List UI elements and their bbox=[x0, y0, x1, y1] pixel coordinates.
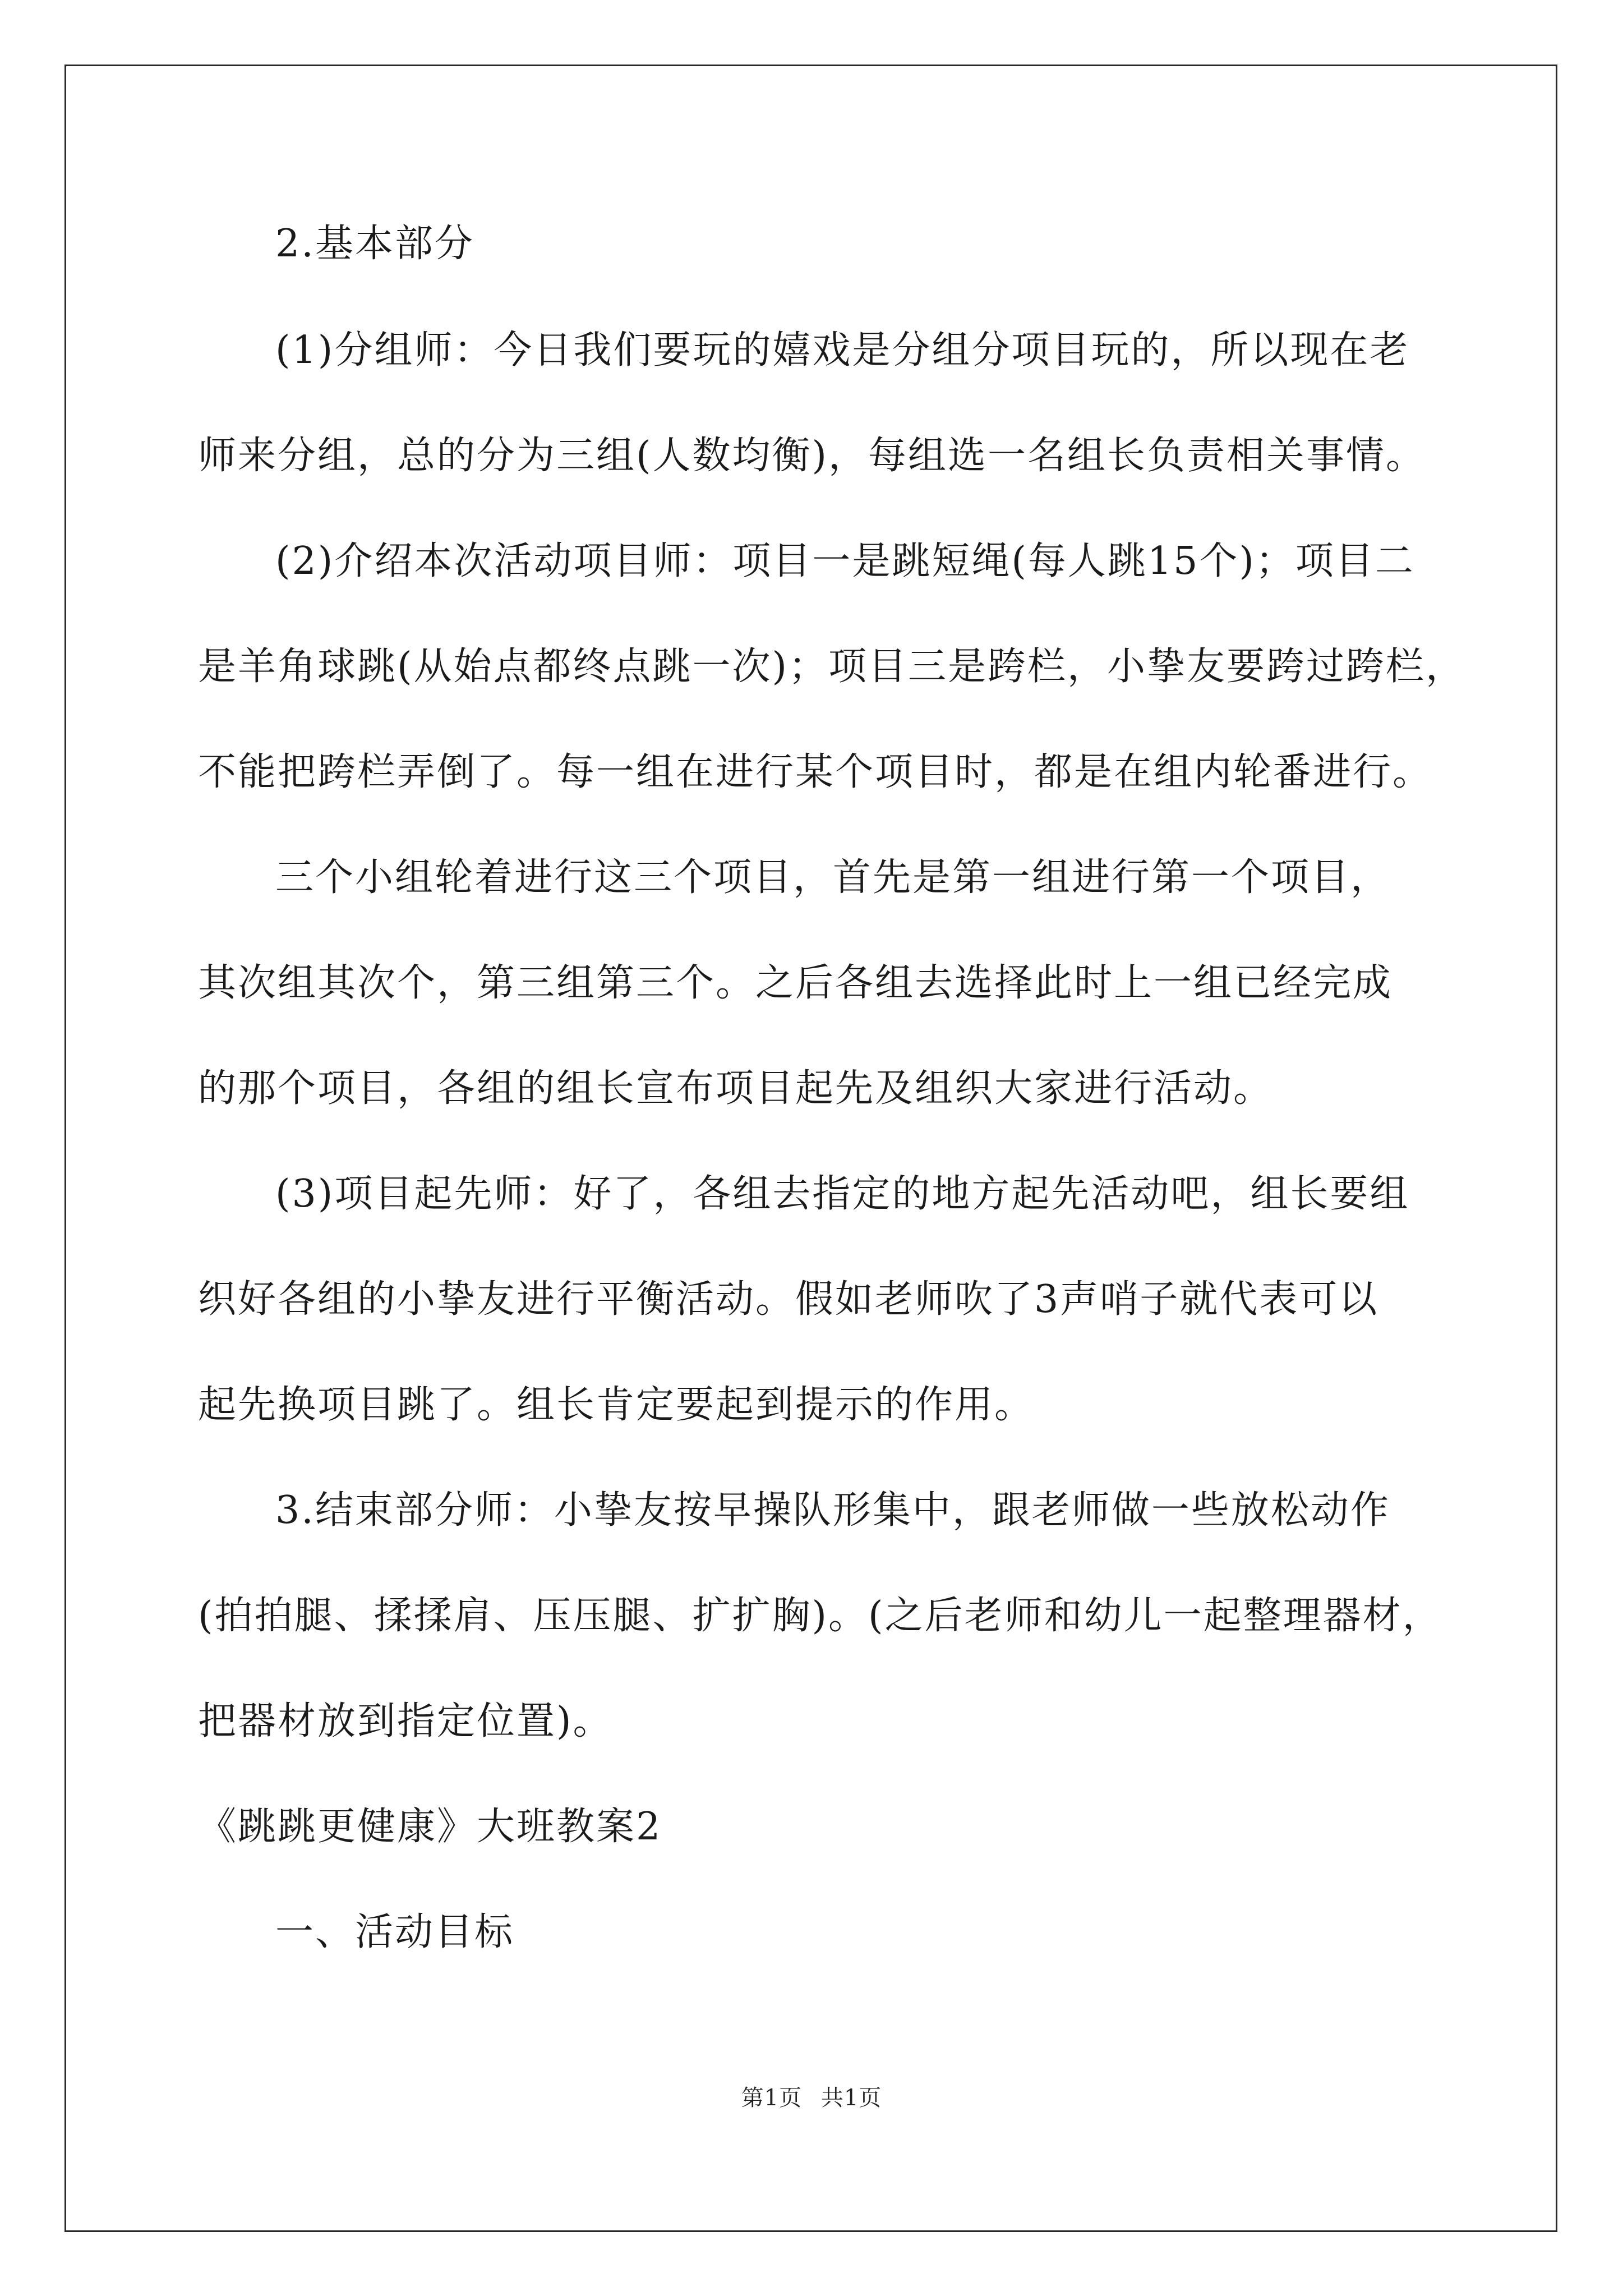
paragraph-line: (拍拍腿、揉揉肩、压压腿、扩扩胸)。(之后老师和幼儿一起整理器材， bbox=[198, 1594, 1442, 1638]
paragraph-line: 其次组其次个，第三组第三个。之后各组去选择此时上一组已经完成 bbox=[198, 961, 1393, 1005]
page-footer bbox=[0, 2081, 1623, 2115]
paragraph-line: 的那个项目，各组的组长宣布项目起先及组织大家进行活动。 bbox=[198, 1066, 1274, 1111]
paragraph-line: (3)项目起先师：好了，各组去指定的地方起先活动吧，组长要组 bbox=[275, 1172, 1410, 1216]
document-title: 《跳跳更健康》大班教案2 bbox=[198, 1805, 662, 1849]
section-heading: 2.基本部分 bbox=[275, 222, 474, 266]
paragraph-line: 3.结束部分师：小挚友按早操队形集中，跟老师做一些放松动作 bbox=[275, 1488, 1390, 1533]
paragraph-line: 不能把跨栏弄倒了。每一组在进行某个项目时，都是在组内轮番进行。 bbox=[198, 750, 1433, 794]
page-number: 第1页 bbox=[741, 2085, 803, 2111]
paragraph-line: (2)介绍本次活动项目师：项目一是跳短绳(每人跳15个)；项目二 bbox=[275, 539, 1415, 583]
page-total: 共1页 bbox=[820, 2085, 882, 2111]
paragraph-line: 起先换项目跳了。组长肯定要起到提示的作用。 bbox=[198, 1383, 1035, 1427]
paragraph-line: 师来分组，总的分为三组(人数均衡)，每组选一名组长负责相关事情。 bbox=[198, 434, 1426, 478]
paragraph-line: 织好各组的小挚友进行平衡活动。假如老师吹了3声哨子就代表可以 bbox=[198, 1277, 1379, 1322]
paragraph-line: 三个小组轮着进行这三个项目，首先是第一组进行第一个项目， bbox=[275, 855, 1391, 900]
paragraph-line: (1)分组师：今日我们要玩的嬉戏是分组分项目玩的，所以现在老 bbox=[275, 328, 1410, 372]
paragraph-line: 是羊角球跳(从始点都终点跳一次)；项目三是跨栏，小挚友要跨过跨栏， bbox=[198, 645, 1466, 689]
paragraph-line: 把器材放到指定位置)。 bbox=[198, 1699, 613, 1743]
section-heading: 一、活动目标 bbox=[275, 1910, 515, 1954]
